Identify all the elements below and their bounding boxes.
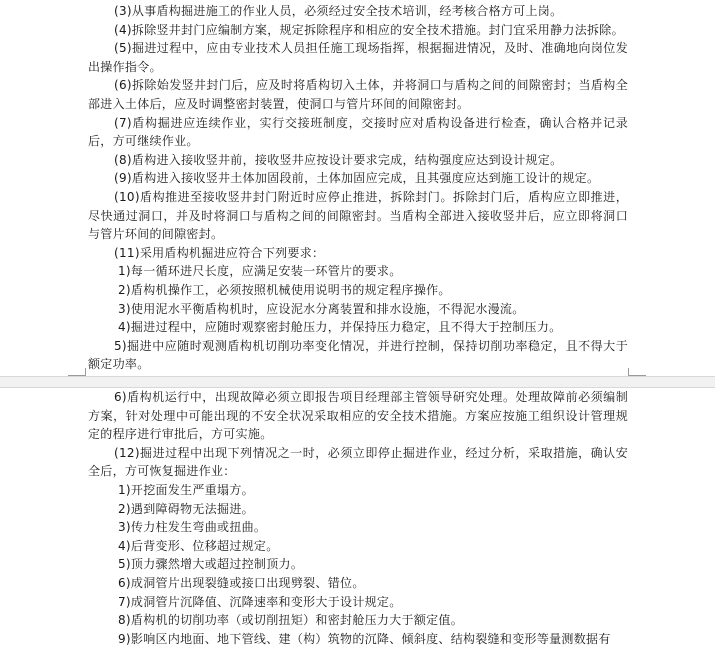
- paragraph: 2)盾构机操作工，必须按照机械使用说明书的规定程序操作。: [118, 282, 451, 297]
- paragraph: (9)盾构进入接收竖井土体加固段前，土体加固应完成，且其强度应达到施工设计的规定。: [114, 171, 600, 186]
- page-break: [0, 376, 715, 388]
- paragraph: (6)拆除始发竖井封门后，应及时将盾构切入土体，并将洞口与盾构之间的间隙密封；当盾构全部进入土体后，应及时调整密封装置，使洞口与管片环间的间隙密封。: [88, 78, 628, 111]
- page-corner-mark: [68, 368, 86, 376]
- paragraph: 9)影响区内地面、地下管线、建（构）筑物的沉降、倾斜度、结构裂缝和变形等量测数据有: [118, 631, 611, 646]
- paragraph: 1)每一循环进尺长度，应满足安装一环管片的要求。: [118, 264, 402, 279]
- paragraph: 1)开挖面发生严重塌方。: [118, 482, 254, 497]
- paragraph: (10)盾构推进至接收竖井封门附近时应停止推进，拆除封门。拆除封门后，盾构应立即推进，尽快通过洞口，并及时将洞口与盾构之间的间隙密封。当盾构全部进入接收竖井后，应立即将洞口与管片环间的间隙密封。: [88, 189, 628, 242]
- paragraph: 5)顶力骤然增大或超过控制顶力。: [118, 557, 304, 572]
- page-2-body: [88, 388, 628, 648]
- paragraph: (12)掘进过程中出现下列情况之一时，必须立即停止掘进作业，经过分析，采取措施，确认安全后，方可恢复掘进作业：: [88, 445, 628, 479]
- paragraph: 4)掘进过程中，应随时观察密封舱压力，并保持压力稳定，且不得大于控制压力。: [118, 320, 562, 335]
- paragraph: 5)掘进中应随时观测盾构机切削功率变化情况，并进行控制，保持切削功率稳定，且不得大于额定功率。: [88, 338, 628, 372]
- page-1-body: [88, 2, 628, 374]
- paragraph: 7)成洞管片沉降值、沉降速率和变形大于设计规定。: [118, 594, 402, 609]
- paragraph: 4)后背变形、位移超过规定。: [118, 538, 279, 553]
- paragraph: (7)盾构掘进应连续作业，实行交接班制度，交接时应对盾构设备进行检查，确认合格并记录后，方可继续作业。: [88, 115, 628, 149]
- paragraph: (11)采用盾构机掘进应符合下列要求：: [114, 245, 325, 260]
- paragraph: 6)盾构机运行中，出现故障必须立即报告项目经理部主管领导研究处理。处理故障前必须编制方案，针对处理中可能出现的不安全状况采取相应的安全技术措施。方案应按施工组织设计管理规定的程序进行审批后，方可实施。: [88, 390, 628, 442]
- paragraph: (3)从事盾构掘进施工的作业人员，必须经过安全技术培训，经考核合格方可上岗。: [114, 4, 563, 18]
- paragraph: 2)遇到障碍物无法掘进。: [118, 501, 254, 516]
- page-corner-mark: [628, 368, 646, 376]
- paragraph: 6)成洞管片出现裂缝或接口出现劈裂、错位。: [118, 575, 365, 590]
- paragraph: (4)拆除竖井封门应编制方案，规定拆除程序和相应的安全技术措施。封门宜采用静力法拆除。: [114, 22, 624, 37]
- paragraph: 8)盾构机的切削功率（或切削扭矩）和密封舱压力大于额定值。: [118, 613, 464, 628]
- paragraph: (8)盾构进入接收竖井前，接收竖井应按设计要求完成，结构强度应达到设计规定。: [114, 152, 563, 167]
- document-page-2: [0, 388, 715, 645]
- paragraph: (5)掘进过程中，应由专业技术人员担任施工现场指挥，根据掘进情况，及时、准确地向岗位发出操作指令。: [88, 41, 628, 74]
- paragraph: 3)传力柱发生弯曲或扭曲。: [118, 520, 267, 535]
- paragraph: 3)使用泥水平衡盾构机时，应设泥水分离装置和排水设施，不得泥水漫流。: [118, 301, 525, 316]
